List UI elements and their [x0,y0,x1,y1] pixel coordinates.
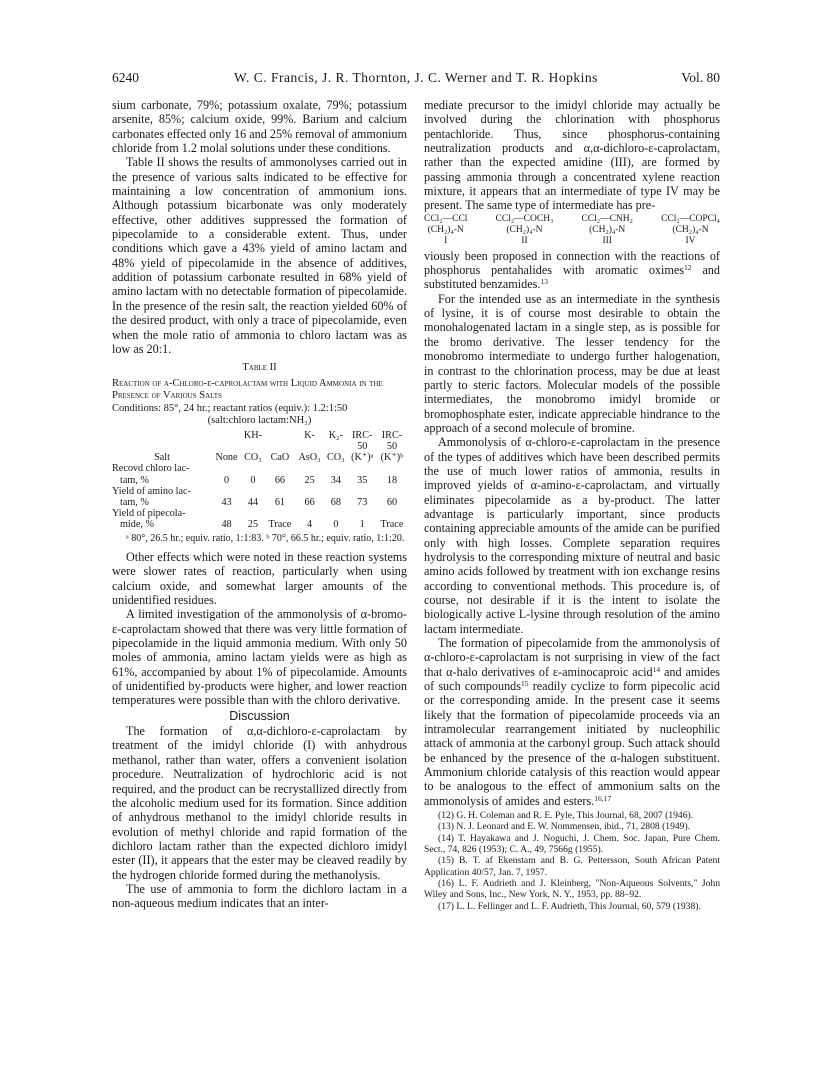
formula-number: III [602,235,612,246]
paragraph: A limited investigation of the ammonolysis of α-bromo-ε-caprolactam showed that there was very little formation of pipecolamide in the liquid ammonia medium. With only 50 moles of ammonia, amino lactam yields were as high as 61%, accompanied by about 1% of pipecolamide. Amounts of unidentified by-products were higher, and lower reaction temperatures were possible than with the chloro derivative. [112,607,407,708]
table-conditions-line: Conditions: 85°, 24 hr.; reactant ratios (equiv.): 1.2:1:50 [112,402,348,414]
table-cell: 43 [221,496,232,508]
page-number: 6240 [112,70,139,85]
page-header [112,70,720,88]
formula-top: CCl₂—COPCl₄ [661,213,720,224]
table-cell: 61 [274,496,285,508]
paragraph: Other effects which were noted in these reaction systems were slower rates of reaction, particularly when using calcium oxide, and somewhat larger amounts of the unidentified residues. [112,550,407,608]
formula-bottom: (CH₂)₄-N [589,224,626,235]
paragraph: Table II shows the results of ammonolyses carried out in the presence of various salts indicated to be effective for maintaining a low concentration of ammonium ions. Although potassium bicarbonate was only moderately effective, other additives suppressed the formation of pipecolamide to a considerable extent. Thus, under conditions which gave a 43% yield of amino lactam and 48% yield of pipecolamide in the absence of additives, addition of potassium carbonate resulted in 68% yield of amino lactam with no detectable formation of pipecolamide. In the presence of the resin salt, the reaction yielded 60% of the desired product, with only a trace of pipecolamide, even when the mole ratio of ammonia to chloro lactam was as low as 20:1. [112,155,407,356]
references [424,810,720,912]
paragraph: mediate precursor to the imidyl chloride may actually be involved during the chlorination with phosphorus pentachloride. Thus, since phosphorus-containing neutralization products and α,α-dichloro-ε-caprolactam, rather than the expected amidine (III), are formed by passing ammonia through a concentrated xylene reaction mixture, it appears that an intermediate of type IV may be present. The same type of intermediate has pre- [424,98,720,213]
table-cell: 0 [250,474,256,486]
formula-top: CCl₂—CCl [424,213,468,224]
table-cell: 0 [223,474,230,486]
left-column [112,98,407,911]
formula-bottom: (CH₂)₄-N [427,224,464,235]
paragraph: The formation of α,α-dichloro-ε-caprolactam by treatment of the imidyl chloride (I) with anhydrous methanol, rather than water, offers a convenient isolation procedure. Neutralization of hydrochloric acid is not required, and the product can be recrystallized directly from the alcoholic medium used for its formation. Since addition of anhydrous methanol to the imidyl chloride results in evolution of methyl chloride and rapid formation of the dichloro lactam rather than the expected dichloro imidyl ester (II), it appears that the ester may be cleaved readily by the hydrogen chloride formed during the methanolysis. [112,724,407,882]
table-cell: Trace [380,519,404,531]
paragraph: sium carbonate, 79%; potassium oxalate, 79%; potassium arsenite, 85%; calcium oxide, 99%. Barium and calcium carbonates effected only 16 and 25% removal of ammonium chloride from 1.2 molal solutions under these conditions. [112,98,407,156]
formula-number: II [521,235,528,246]
table-cell: 18 [386,474,398,486]
table-header-row [112,452,407,463]
table-cell: 0 [333,519,339,531]
citation: 14 [652,664,661,674]
volume-label: Vol. 80 [681,70,720,85]
table-header-cell: CO₃ [244,452,262,464]
formula-bottom: (CH₂)₄-N [672,224,709,235]
paragraph: Ammonolysis of α-chloro-ε-caprolactam in the presence of the types of additives which have been described permits the use of much lower ratios of ammonia, results in improved yields of α-amino-ε-caprolactam, and virtually eliminates pipecolamide as a by-product. The latter advantage is particularly important, since products containing appreciable amounts of the amide can be purified only with high losses. Complete separation requires hydrolysis to the corresponding mixture of neutral and basic amino acids followed by treatment with ion exchange resins according to conventional methods. This procedure is, of course, not desirable if it is the intent to isolate the biologically active L-lysine through resolution of the amino lactam intermediate. [424,435,720,636]
table-cell: 66 [274,474,285,486]
table-header-cell: IRC- [352,429,373,441]
table-header-cell [265,430,295,441]
structure-formula [581,214,633,247]
table-row [112,486,407,497]
formula-top: CCl₂—COCH₃ [495,213,554,224]
formula-number: IV [685,235,696,246]
right-column [424,98,720,912]
table-conditions-line: (salt:chloro lactam:NH₃) [207,414,312,426]
table-cell: 1 [359,519,365,531]
table-cell: 68 [330,496,341,508]
structure-formulas [424,214,720,247]
table-cell: 35 [357,474,368,486]
paragraph: The use of ammonia to form the dichloro lactam in a non-aqueous medium indicates that an inter- [112,881,407,911]
table-header-cell [212,430,241,441]
citation: 15 [521,679,529,689]
row-label: Yield of amino lac- [112,485,191,497]
row-label: mide, % [120,519,154,531]
reference-item: (15) B. T. af Ekenstam and B. G. Pettersson, South African Patent Application 40/57, Jan. 7, 1957. [424,855,720,878]
structure-formula [661,214,720,247]
table-header-cell: IRC- [381,429,403,441]
citation: 12 [684,263,692,273]
table-title: Reaction of α-Chloro-ε-caprolactam with Liquid Ammonia in the Presence of Various Salts [112,377,383,401]
table-cell: Trace [268,519,292,531]
table-row [112,475,407,486]
table-header-cell: CO₃ [327,452,345,464]
table-header-cell: (K⁺)ᵇ [380,452,404,464]
table-header-cell: Salt [154,452,170,464]
table-ii [112,362,407,544]
table-row [112,519,407,530]
row-label: tam, % [120,474,149,486]
table-cell: 66 [304,496,315,508]
table-footnote: ᵃ 80°, 26.5 hr.; equiv. ratio, 1:1:83. ᵇ 70°, 66.5 hr.; equiv. ratio, 1:1:20. [126,532,405,544]
reference-item: (13) N. J. Leonard and E. W. Nommensen, ibid., 71, 2808 (1949). [438,821,691,833]
table-cell: 25 [247,519,259,531]
reference-item: (17) L. L. Fellinger and L. F. Audrieth, This Journal, 60, 579 (1938). [438,900,701,912]
reference-item: (16) L. F. Audrieth and J. Kleinberg, "Non-Aqueous Solvents," John Wiley and Sons, Inc., New York, N. Y., 1953, pp. 88–92. [424,877,720,901]
structure-formula [424,214,467,247]
table-row [112,497,407,508]
formula-number: I [444,235,448,246]
table-cell: 4 [307,519,313,531]
structure-formula [496,214,554,247]
reference-item: (12) G. H. Coleman and R. E. Pyle, This Journal, 68, 2007 (1946). [438,810,694,822]
paragraph: viously been proposed in connection with the reactions of phosphorus pentahalides with aromatic oximes$^{12}$ and substituted benzamides.$^{13}$ [424,248,720,292]
table-row [112,508,407,519]
table-cell: 60 [386,496,398,508]
table-header-cell: K₂- [328,429,344,441]
paragraph: The formation of pipecolamide from the ammonolysis of α-chloro-ε-caprolactam is not surprising in view of the fact that α-halo derivatives of ε-aminocaproic acid$^{14}$ and amides of such compounds$^{15}$ readily cyclize to form pipecolic acid or the corresponding amide. In the present case it seems likely that the formation of pipecolamide proceeds via an intramolecular rearrangement initiated by nucleophilic attack of ammonia at the carbonyl group. Such attack should be enhanced by the presence of the α-halogen substituent. Ammonium chloride catalysis of this reaction would appear to be analogous to the effect of ammonium salts on the ammonolysis of amides and esters.$^{16,17}$ [424,636,721,808]
data-table [112,430,407,531]
table-header-cell: 50 [357,440,368,452]
table-header-cell: 50 [386,440,398,452]
row-label: Recovd chloro lac- [112,463,190,475]
table-cell: 25 [304,474,315,486]
formula-bottom: (CH₂)₄-N [506,224,543,235]
running-authors: W. C. Francis, J. R. Thornton, J. C. Werner and T. R. Hopkins [234,70,598,85]
table-row [112,463,407,474]
citation: 16,17 [594,793,612,803]
table-caption: Table II [242,362,277,374]
table-conditions [112,403,407,427]
table-header-cell: None [215,452,238,464]
reference-item: (14) T. Hayakawa and J. Noguchi, J. Chem. Soc. Japan, Pure Chem. Sect., 74, 826 (1953); C. A., 49, 7566g (1955). [424,832,720,856]
section-heading: Discussion [229,708,290,723]
table-header-cell: CaO [270,452,290,464]
citation: 13 [540,277,548,287]
paragraph: For the intended use as an intermediate in the synthesis of lysine, it is of course most desirable to obtain the monohalogenated lactam in a single step, as is possible for the bromo derivative. The lesser tendency for the monobromo intermediate to undergo further halogenation, in contrast to the chlorination process, may be due at least partly to steric factors. Molecular models of the possible intermediates, the monobromo imidyl bromide or bromophosphate ester, indicate appreciable hindrance to the approach of a second molecule of bromine. [424,291,720,435]
table-header-row [112,441,407,452]
formula-top: CCl₂—CNH₂ [581,213,633,224]
table-cell: 44 [247,496,259,508]
table-header-row [112,430,407,441]
table-header-cell: KH- [243,429,263,441]
table-header-cell: (K⁺)ᵃ [351,452,374,464]
table-cell: 73 [357,496,368,508]
table-header-cell: AsO₃ [298,452,321,464]
row-label: Yield of pipecola- [112,508,186,520]
table-header-cell: K- [304,429,315,441]
table-cell: 34 [330,474,341,486]
table-cell: 48 [221,519,232,531]
row-label: tam, % [120,496,149,508]
